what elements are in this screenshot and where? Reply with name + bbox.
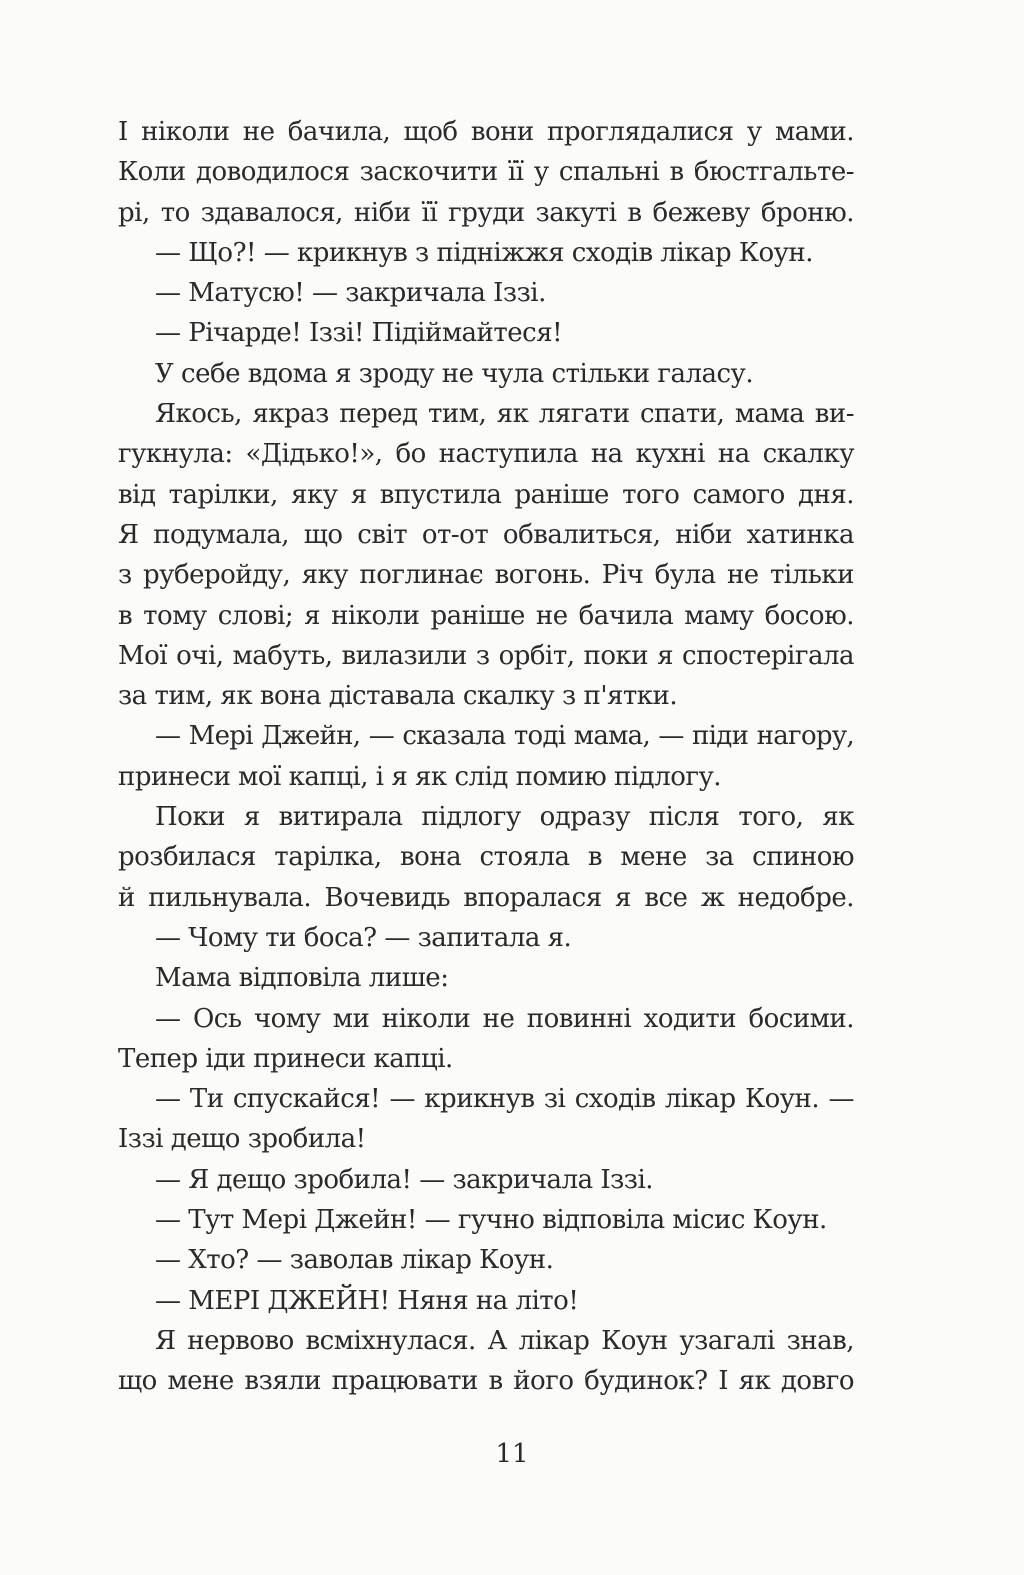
text-line: І ніколи не бачила, щоб вони проглядалися у мами. xyxy=(118,117,854,147)
text-line: — Річарде! Іззі! Підіймайтеся! xyxy=(155,318,563,349)
text-line: — Чому ти боса? — запитала я. xyxy=(155,922,572,953)
text-line: що мене взяли працювати в його будинок? І як довго xyxy=(118,1366,854,1397)
text-line: — Ось чому ми ніколи не повинні ходити босими. xyxy=(155,1003,854,1034)
text-line: — Мері Джейн, — сказала тоді мама, — піди нагору, xyxy=(155,721,854,752)
text-line: У себе вдома я зроду не чула стільки галасу. xyxy=(155,358,754,389)
text-line: — Ти спускайся! — крикнув зі сходів лікар Коун. — xyxy=(155,1084,854,1115)
text-line: — Я дещо зробила! — закричала Іззі. xyxy=(155,1164,654,1195)
text-line: Якось, якраз перед тим, як лягати спати, мама ви- xyxy=(155,399,854,430)
text-line: від тарілки, яку я впустила раніше того самого дня. xyxy=(118,479,854,510)
text-line: Я нервово всміхнулася. А лікар Коун узагалі знав, xyxy=(155,1325,854,1356)
text-line: Мої очі, мабуть, вилазили з орбіт, поки я спостерігала xyxy=(118,640,854,671)
text-line: в тому слові; я ніколи раніше не бачила маму босою. xyxy=(118,600,854,631)
text-line: Я подумала, що світ от-от обвалиться, ніби хатинка xyxy=(118,519,854,550)
text-line: гукнула: «Дідько!», бо наступила на кухні на скалку xyxy=(118,439,854,470)
text-line: й пильнувала. Вочевидь впоралася я все ж недобре. xyxy=(118,882,854,913)
text-line: принеси мої капці, і я як слід помию підлогу. xyxy=(118,761,722,792)
page-number: 11 xyxy=(495,1439,529,1469)
text-line: з руберойду, яку поглинає вогонь. Річ була не тільки xyxy=(118,560,854,591)
text-line: Мама відповіла лише: xyxy=(155,963,449,994)
text-line: розбилася тарілка, вона стояла в мене за спиною xyxy=(118,842,854,873)
text-line: Поки я витирала підлогу одразу після того, як xyxy=(155,802,854,833)
text-line: — Тут Мері Джейн! — гучно відповіла місис Коун. xyxy=(155,1205,827,1236)
text-line: рі, то здавалося, ніби її груди закуті в бежеву броню. xyxy=(118,197,854,228)
text-line: — Матусю! — закричала Іззі. xyxy=(155,278,546,309)
text-line: Коли доводилося заскочити її у спальні в бюстгальте- xyxy=(118,157,854,188)
text-line: Тепер іди принеси капці. xyxy=(118,1043,453,1074)
text-line: за тим, як вона діставала скалку з п'ятки. xyxy=(118,681,678,712)
body-text xyxy=(118,112,854,1402)
text-line: — Хто? — заволав лікар Коун. xyxy=(155,1245,554,1276)
text-line: — МЕРІ ДЖЕЙН! Няня на літо! xyxy=(155,1285,579,1316)
text-line: Іззі дещо зробила! xyxy=(118,1124,366,1155)
text-line: — Що?! — крикнув з підніжжя сходів лікар Коун. xyxy=(155,237,814,268)
